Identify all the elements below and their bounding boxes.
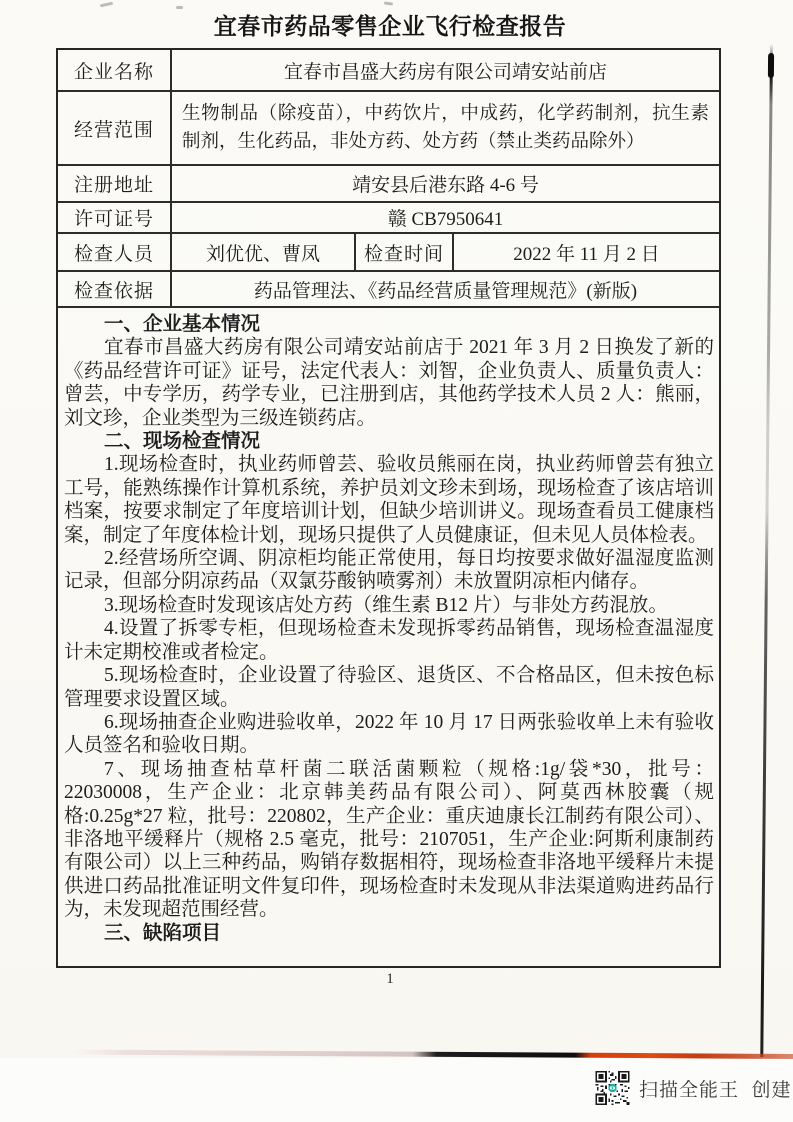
table-row-registered-address — [58, 166, 719, 203]
report-body — [58, 308, 719, 954]
paragraph-basic-info: 宜春市昌盛大药房有限公司靖安站前店于 2021 年 3 月 2 日换发了新的《药品经营许可证》证号，法定代表人：刘智，企业负责人、质量负责人：曾芸，中专学历，药学专业，已注册到店，其他药学技术人员 2 人：熊丽，刘文珍，企业类型为三级连锁药店。 — [64, 337, 714, 429]
page-number: 1 — [386, 971, 394, 987]
paragraph-item-5: 5.现场检查时，企业设置了待验区、退货区、不合格品区，但未按色标管理要求设置区域。 — [64, 665, 714, 710]
paragraph-item-3: 3.现场检查时发现该店处方药（维生素 B12 片）与非处方药混放。 — [103, 594, 668, 616]
inspectors-value: 刘优优、曹凤 — [172, 234, 356, 270]
paragraph-item-6: 6.现场抽查企业购进验收单，2022 年 10 月 17 日两张验收单上未有验收人员签名和验收日期。 — [64, 711, 714, 757]
license-number-value: 赣 CB7950641 — [387, 209, 504, 230]
section-heading-basic-info: 一、企业基本情况 — [103, 314, 260, 335]
business-scope-value: 生物制品（除疫苗），中药饮片，中成药，化学药制剂，抗生素制剂，生化药品，非处方药、处方药（禁止类药品除外） — [182, 104, 709, 152]
company-name-label: 企业名称 — [58, 50, 172, 90]
table-row-company-name — [58, 50, 719, 92]
paragraph-item-1: 1.现场检查时，执业药师曾芸、验收员熊丽在岗，执业药师曾芸有独立工号，能熟练操作计算机系统，养护员刘文珍未到场，现场检查了该店培训档案，按要求制定了年度培训计划，但缺少培训讲义。现场查看员工健康档案，制定了年度体检计划，现场只提供了人员健康证，但未见人员体检表。 — [64, 454, 714, 546]
camscanner-label: 扫描全能王 创建 — [639, 1079, 792, 1101]
business-scope-label: 经营范围 — [58, 92, 172, 164]
table-row-license-number — [58, 203, 719, 234]
license-number-label: 许可证号 — [58, 203, 172, 232]
scan-edge-blob — [768, 53, 774, 78]
section-heading-onsite-inspection: 二、现场检查情况 — [103, 431, 260, 453]
paragraph-item-7: 7、现场抽查枯草杆菌二联活菌颗粒（规格:1g/袋*30，批号：22030008，生产企业：北京韩美药品有限公司）、阿莫西林胶囊（规格:0.25g*27 粒，批号：220802，生产企业：重庆迪康长江制药有限公司）、非洛地平缓释片（规格 2.5 毫克，批号：2107051，生产企业:阿斯利康制药有限公司）以上三种药品，购销存数据相符，现场检查非洛地平缓释片未提供进口药品批准证明文件复印件，现场检查时未发现从非法渠道购进药品行为，未发现超范围经营。 — [64, 758, 714, 921]
inspection-basis-value: 药品管理法、《药品经营质量管理规范》(新版) — [253, 280, 638, 302]
registered-address-label: 注册地址 — [58, 166, 172, 201]
table-row-inspection-basis — [58, 272, 719, 308]
section-heading-defect-items: 三、缺陷项目 — [103, 922, 221, 944]
company-name-value: 宜春市昌盛大药房有限公司靖安站前店 — [283, 61, 607, 83]
table-row-inspectors — [58, 234, 719, 272]
paragraph-item-4: 4.设置了拆零专柜，但现场检查未发现拆零药品销售，现场检查温湿度计未定期校准或者检定。 — [64, 618, 714, 663]
inspection-basis-label: 检查依据 — [58, 272, 172, 306]
registered-address-value: 靖安县后港东路 4-6 号 — [352, 175, 539, 196]
page-title: 宜春市药品零售企业飞行检查报告 — [213, 14, 567, 39]
camscanner-watermark — [595, 1071, 792, 1105]
inspection-time-value: 2022 年 11 月 2 日 — [513, 243, 660, 265]
qr-code-icon — [595, 1071, 630, 1105]
inspectors-label: 检查人员 — [58, 234, 172, 270]
paragraph-item-2: 2.经营场所空调、阴凉柜均能正常使用，每日均按要求做好温湿度监测记录，但部分阴凉药品（双氯芬酸钠喷雾剂）未放置阴凉柜内储存。 — [64, 548, 714, 593]
info-table — [56, 48, 721, 968]
inspection-time-label: 检查时间 — [356, 234, 454, 270]
table-row-business-scope — [58, 92, 719, 166]
